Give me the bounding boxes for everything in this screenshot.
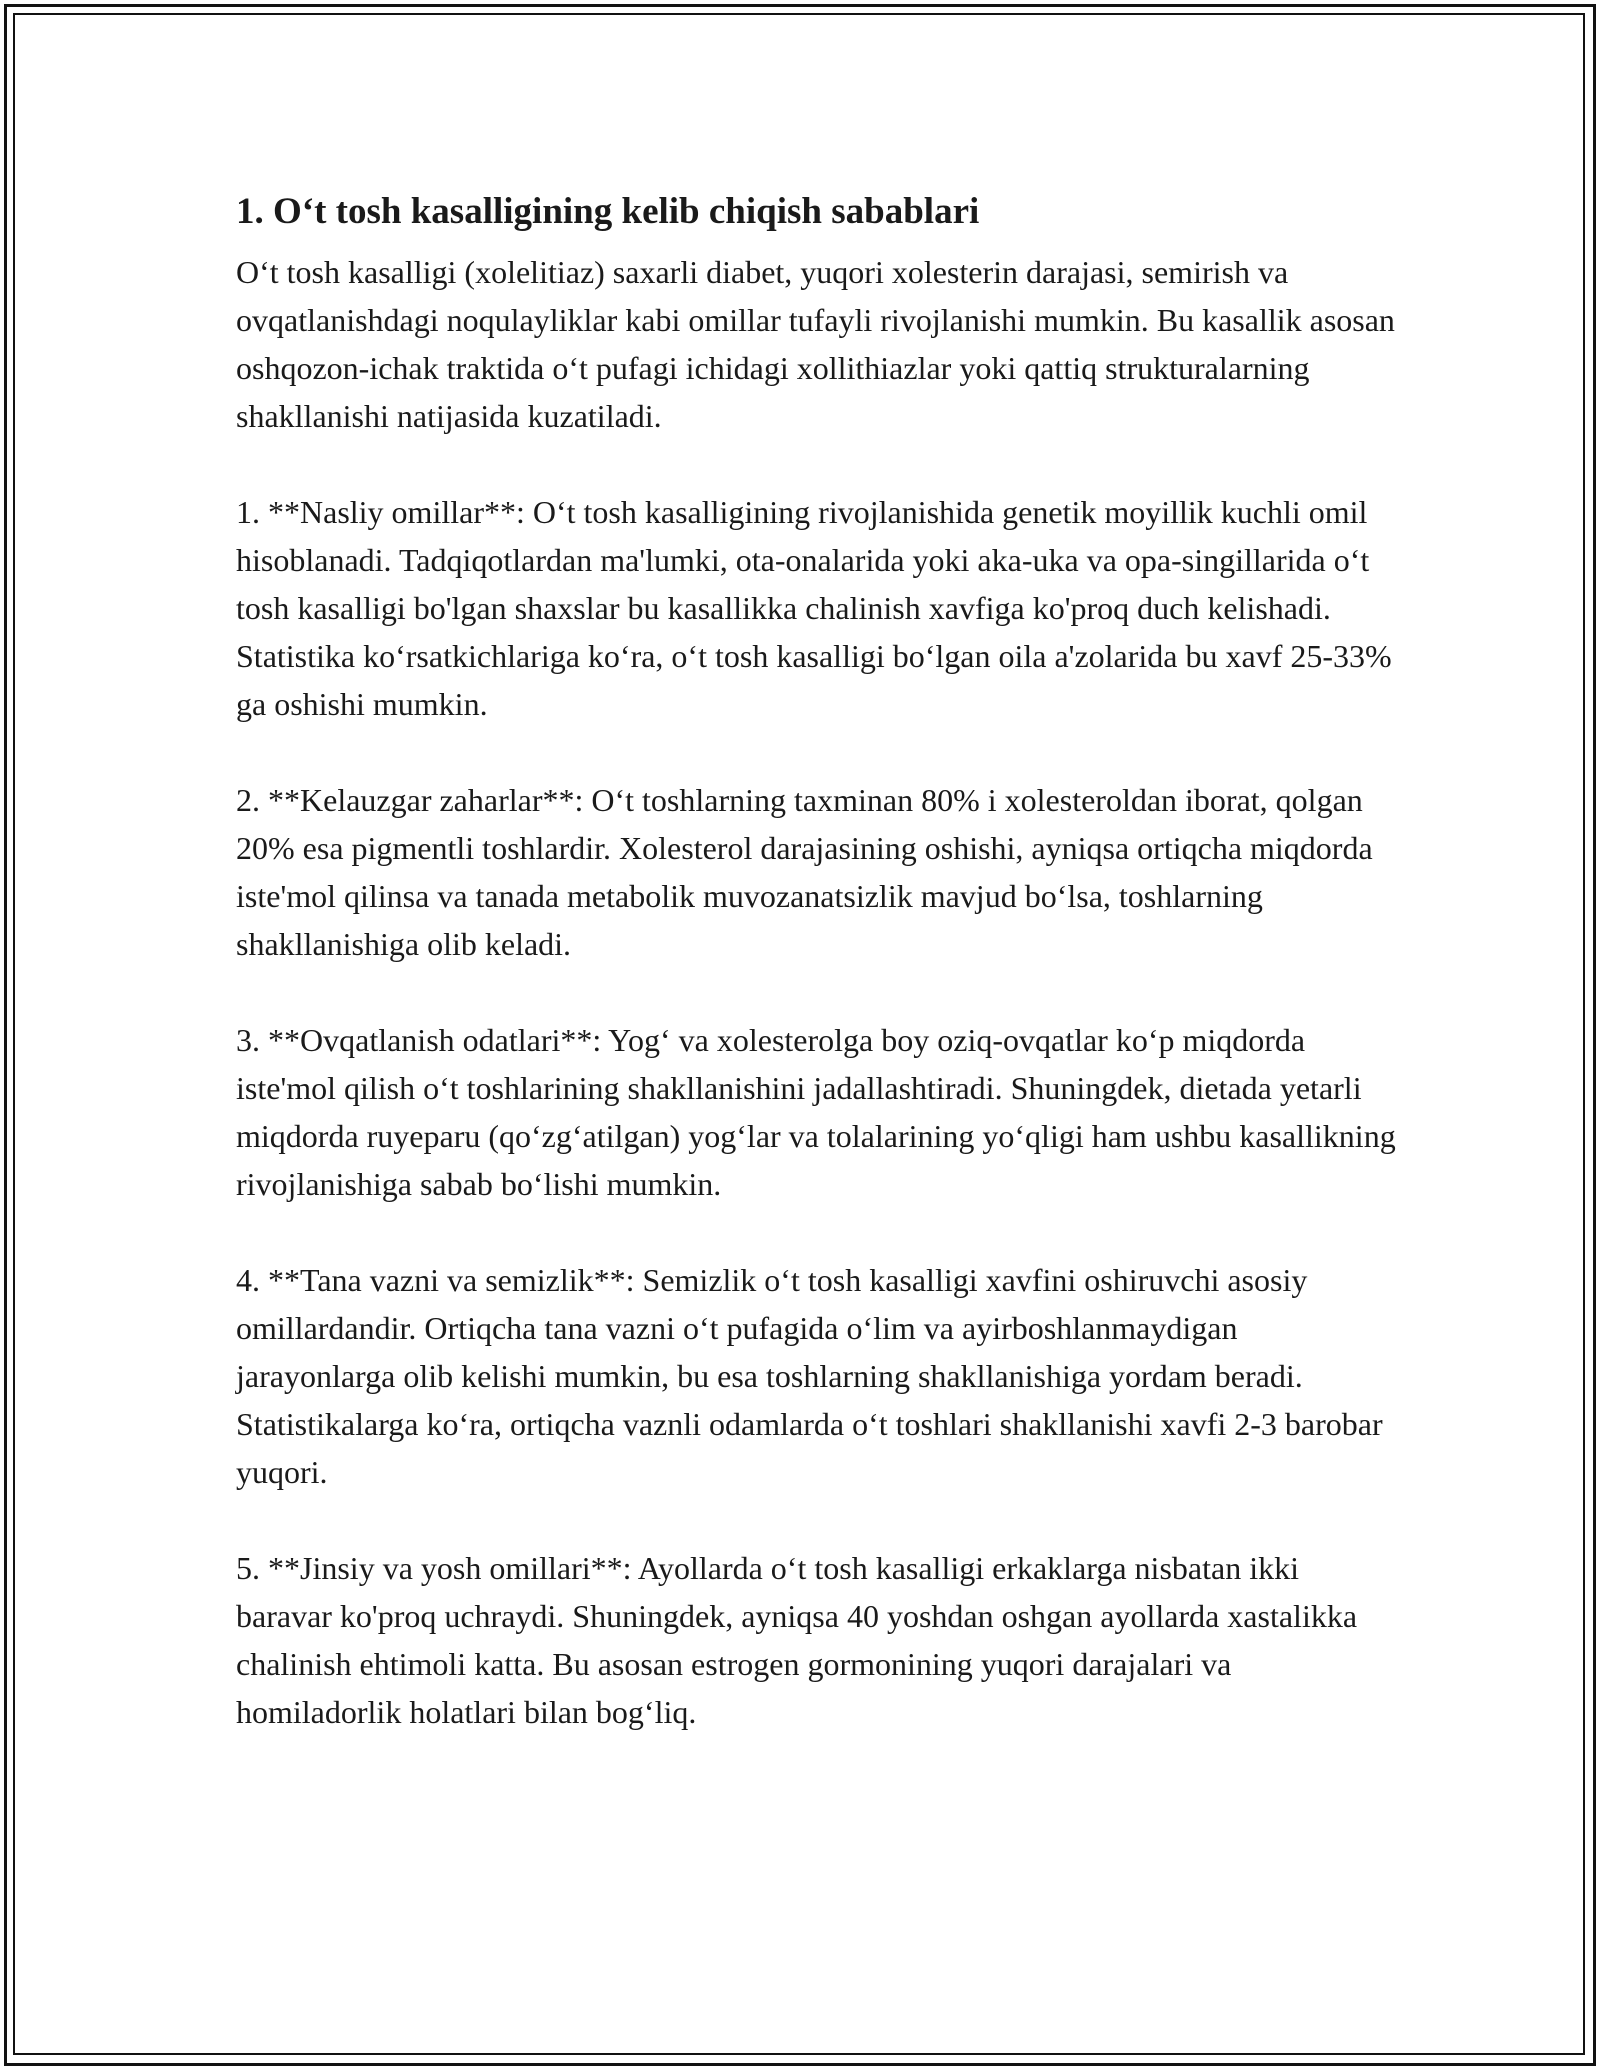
section-heading: 1. O‘t tosh kasalligining kelib chiqish sabablari <box>236 191 980 232</box>
list-item-hereditary-factors: 1. **Nasliy omillar**: O‘t tosh kasalligining rivojlanishida genetik moyillik kuchli omil hisoblanadi. Tadqiqotlardan ma'lumki, ota-onalarida yoki aka-uka va opa-singillarida o‘t tosh kasalligi bo'lgan shaxslar bu kasallikka chalinish xavfiga ko'proq duch kelishadi. Statistika ko‘rsatkichlariga ko‘ra, o‘t tosh kasalligi bo‘lgan oila a'zolarida bu xavf 25-33% ga oshishi mumkin. <box>236 494 1392 722</box>
document-body <box>236 186 1396 1784</box>
list-item-sex-age-factors: 5. **Jinsiy va yosh omillari**: Ayollarda o‘t tosh kasalligi erkaklarga nisbatan ikki baravar ko'proq uchraydi. Shuningdek, ayniqsa 40 yoshdan oshgan ayollarda xastalikka chalinish ehtimoli katta. Bu asosan estrogen gormonining yuqori darajalari va homiladorlik holatlari bilan bog‘liq. <box>236 1550 1358 1730</box>
list-item-body-weight: 4. **Tana vazni va semizlik**: Semizlik o‘t tosh kasalligi xavfini oshiruvchi asosiy omillardandir. Ortiqcha tana vazni o‘t pufagida o‘lim va ayirboshlanmaydigan jarayonlarga olib kelishi mumkin, bu esa toshlarning shakllanishiga yordam beradi. Statistikalarga ko‘ra, ortiqcha vaznli odamlarda o‘t toshlari shakllanishi xavfi 2-3 barobar yuqori. <box>236 1262 1383 1490</box>
list-item-cholesterol: 2. **Kelauzgar zaharlar**: O‘t toshlarning taxminan 80% i xolesteroldan iborat, qolgan 20% esa pigmentli toshlardir. Xolesterol darajasining oshishi, ayniqsa ortiqcha miqdorda iste'mol qilinsa va tanada metabolik muvozanatsizlik mavjud bo‘lsa, toshlarning shakllanishiga olib keladi. <box>236 782 1373 962</box>
list-item-eating-habits: 3. **Ovqatlanish odatlari**: Yog‘ va xolesterolga boy oziq-ovqatlar ko‘p miqdorda iste'mol qilish o‘t toshlarining shakllanishini jadallashtiradi. Shuningdek, dietada yetarli miqdorda ruyeparu (qo‘zg‘atilgan) yog‘lar va tolalarining yo‘qligi ham ushbu kasallikning rivojlanishiga sabab bo‘lishi mumkin. <box>236 1022 1396 1202</box>
intro-paragraph: O‘t tosh kasalligi (xolelitiaz) saxarli diabet, yuqori xolesterin darajasi, semirish va ovqatlanishdagi noqulayliklar kabi omillar tufayli rivojlanishi mumkin. Bu kasallik asosan oshqozon-ichak traktida o‘t pufagi ichidagi xollithiazlar yoki qattiq strukturalarning shakllanishi natijasida kuzatiladi. <box>236 254 1395 434</box>
